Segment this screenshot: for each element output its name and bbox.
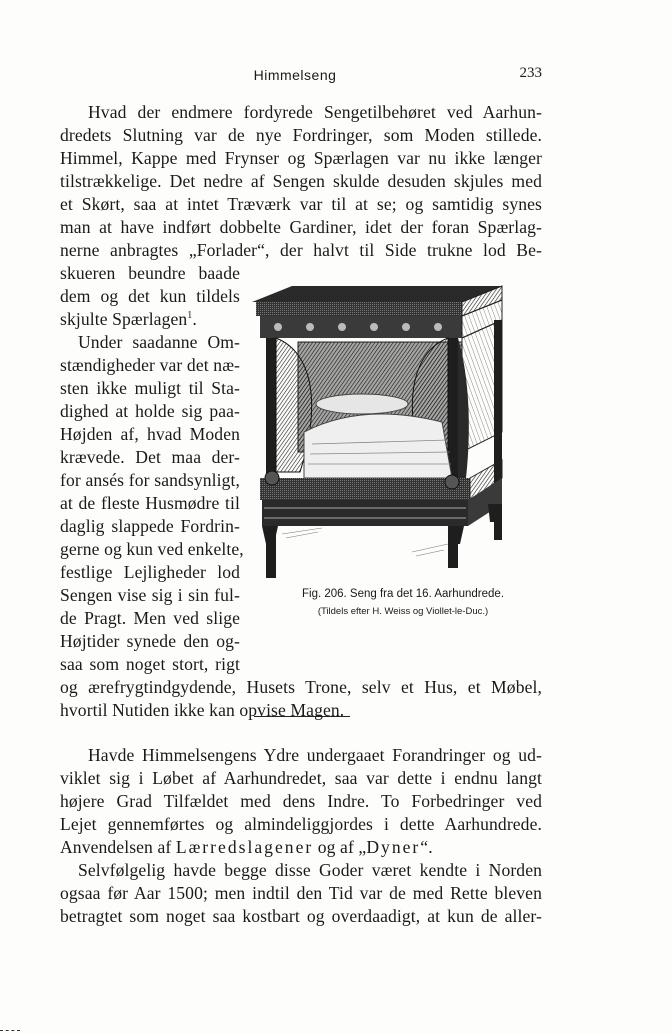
- scan-edge-mark: [0, 1030, 20, 1031]
- text-line: Selvfølgelig havde begge disse Goder været kendte i Norden: [78, 860, 542, 880]
- text-span: og af „: [313, 837, 367, 857]
- text-line: skueren beundre baade: [60, 263, 240, 283]
- canopy-bed-engraving: [252, 282, 542, 580]
- text-line: Højtider synede den og-: [60, 631, 240, 651]
- footnote-mark: 1: [187, 310, 193, 322]
- figure-caption: Fig. 206. Seng fra det 16. Aarhundrede.: [301, 588, 505, 600]
- section-divider: [254, 716, 350, 717]
- spaced-term: Lærredslagener: [175, 837, 314, 857]
- text-line: stændigheder var det næ-: [60, 355, 240, 375]
- text-line: dem og det kun tildels: [60, 286, 240, 306]
- text-line: Himmel, Kappe med Frynser og Spærlagen var nu ikke længer: [60, 148, 542, 168]
- text-line: saa som noget stort, rigt: [60, 654, 240, 674]
- text-span: skjulte Spærlagen: [60, 309, 188, 329]
- text-line-last: [60, 308, 197, 330]
- text-span: “.: [420, 837, 433, 857]
- text-span: Anvendelsen af: [60, 837, 176, 857]
- text-line: Under saadanne Om-: [78, 332, 240, 352]
- text-line: Højden af, hvad Moden: [60, 424, 240, 444]
- text-line: krævede. Det maa der-: [60, 447, 240, 467]
- text-line: Havde Himmelsengens Ydre undergaaet Forandringer og ud-: [88, 745, 542, 765]
- text-line: man at have indført dobbelte Gardiner, idet der foran Spærlag-: [60, 217, 542, 237]
- text-line: dredets Slutning var de nye Fordringer, som Moden stillede.: [60, 125, 542, 145]
- page-number: 233: [519, 65, 542, 81]
- text-line: for ansés for sandsynligt,: [60, 470, 240, 490]
- text-line-last: hvortil Nutiden ikke kan opvise Magen.: [60, 700, 345, 720]
- text-line: højere Grad Tilfældet med dens Indre. To Forbedringer ved: [60, 791, 542, 811]
- text-line: Lejet gennemførtes og almindeliggjordes i dette Aarhundrede.: [60, 814, 542, 834]
- text-line: et Skørt, saa at intet Træværk var til at se; og samtidig synes: [60, 194, 542, 214]
- running-title: Himmelseng: [253, 67, 337, 83]
- text-line: ogsaa før Aar 1500; men indtil den Tid var de med Rette bleven: [60, 883, 542, 903]
- text-line: daglig slappede Fordrin-: [60, 516, 240, 536]
- running-head: [0, 63, 672, 87]
- text-line: dighed at holde sig paa-: [60, 401, 240, 421]
- text-line: Hvad der endmere fordyrede Sengetilbehøret ved Aarhun-: [88, 102, 542, 122]
- text-line: tilstrækkelige. Det nedre af Sengen skulde desuden skjules med: [60, 171, 542, 191]
- text-line: gerne og kun ved enkelte,: [60, 539, 244, 559]
- text-line-last: [60, 836, 433, 858]
- bed-illustration: [252, 282, 542, 580]
- text-line: nerne anbragtes „Forlader“, der halvt til Side trukne lod Be-: [60, 240, 542, 260]
- figure-credit: (Tildels efter H. Weiss og Viollet-le-Duc.): [317, 606, 489, 617]
- text-line: Sengen vise sig i sin ful-: [60, 585, 240, 605]
- text-line: betragtet som noget saa kostbart og overdaadigt, at kun de aller-: [60, 906, 542, 926]
- text-line: festlige Lejligheder lod: [60, 562, 240, 582]
- text-line: viklet sig i Løbet af Aarhundredet, saa var dette i endnu langt: [60, 768, 542, 788]
- spaced-term: Dyner: [366, 837, 421, 857]
- period: .: [192, 309, 197, 329]
- text-line: de Pragt. Men ved slige: [60, 608, 240, 628]
- text-line: at de fleste Husmødre til: [60, 493, 240, 513]
- text-line: sten ikke muligt til Sta-: [60, 378, 240, 398]
- text-line: og ærefrygtindgydende, Husets Trone, selv et Hus, et Møbel,: [60, 677, 542, 697]
